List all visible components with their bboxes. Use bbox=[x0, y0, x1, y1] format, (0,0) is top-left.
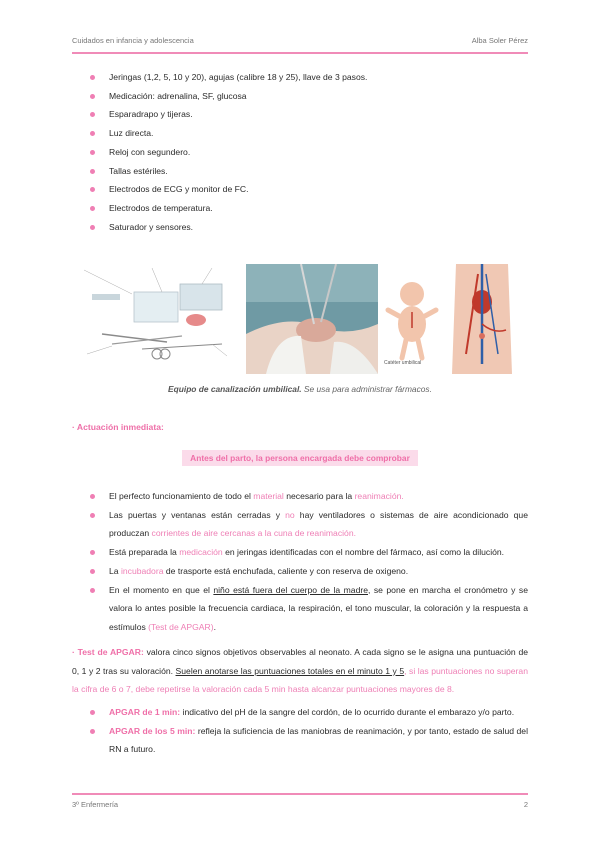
list-item: Tallas estériles. bbox=[72, 162, 528, 181]
apgar-list-section bbox=[72, 703, 528, 759]
vascular-anatomy-image bbox=[446, 264, 518, 374]
equipment-diagram-image bbox=[72, 264, 242, 374]
footer-rule bbox=[72, 793, 528, 795]
list-item: Jeringas (1,2, 5, 10 y 20), agujas (calibre 18 y 25), llave de 3 pasos. bbox=[72, 68, 528, 87]
apgar-title: · Test de APGAR: bbox=[72, 647, 144, 657]
list-item: Electrodos de temperatura. bbox=[72, 199, 528, 218]
header-course-title: Cuidados en infancia y adolescencia bbox=[72, 36, 194, 45]
list-item: El perfecto funcionamiento de todo el material necesario para la reanimación. bbox=[72, 487, 528, 506]
caption-bold: Equipo de canalización umbilical. bbox=[168, 384, 302, 394]
newborn-illustration bbox=[382, 264, 442, 374]
apgar-paragraph: · Test de APGAR: valora cinco signos objetivos observables al neonato. A cada signo se le asigna una puntuación de 0, 1 y 2 tras su valoración. Suelen anotarse las puntuaciones totales en el minuto 1 y 5, si las puntuaciones no superan la cifra de 6 o 7, debe repetirse la valoración cada 5 min hasta alcanzar puntuaciones mayores de 8. bbox=[72, 647, 528, 695]
list-item: Esparadrapo y tijeras. bbox=[72, 105, 528, 124]
surgery-photo bbox=[246, 264, 378, 374]
section-title-actuacion: · Actuación inmediata: bbox=[72, 422, 164, 432]
page-number: 2 bbox=[523, 800, 528, 809]
actuacion-list bbox=[72, 487, 528, 637]
header-rule bbox=[72, 52, 528, 54]
list-item: Medicación: adrenalina, SF, glucosa bbox=[72, 87, 528, 106]
figure-row bbox=[72, 264, 528, 374]
catheter-annotation: Catéter umbilical bbox=[384, 360, 422, 366]
list-item: Reloj con segundero. bbox=[72, 143, 528, 162]
actuacion-list-section bbox=[72, 487, 528, 637]
list-item: Luz directa. bbox=[72, 124, 528, 143]
list-item: Las puertas y ventanas están cerradas y no hay ventiladores o sistemas de aire acondicionado que produczan corrientes de aire cercanas a la cuna de reanimación. bbox=[72, 506, 528, 543]
list-item: En el momento en que el niño está fuera del cuerpo de la madre, se pone en marcha el cronómetro y se valora lo antes posible la frecuencia cardiaca, la respiración, el tono muscular, la coloración y la respuesta a estímulos (Test de APGAR). bbox=[72, 581, 528, 637]
figure-caption bbox=[72, 384, 528, 394]
highlight-banner: Antes del parto, la persona encargada debe comprobar bbox=[182, 450, 418, 466]
list-item: Saturador y sensores. bbox=[72, 218, 528, 237]
list-item: APGAR de 1 min: indicativo del pH de la sangre del cordón, de lo ocurrido durante el embarazo y/o parto. bbox=[72, 703, 528, 722]
materials-list bbox=[72, 68, 528, 236]
materials-section bbox=[72, 68, 528, 236]
list-item: APGAR de los 5 min: refleja la suficiencia de las maniobras de reanimación, y por tanto, estado de salud del RN a futuro. bbox=[72, 722, 528, 759]
list-item: Está preparada la medicación en jeringas identificadas con el nombre del fármaco, así como la dilución. bbox=[72, 543, 528, 562]
list-item: La incubadora de trasporte está enchufada, caliente y con reserva de oxigeno. bbox=[72, 562, 528, 581]
footer-course: 3º Enfermería bbox=[72, 800, 119, 809]
apgar-list bbox=[72, 703, 528, 759]
caption-text: Se usa para administrar fármacos. bbox=[301, 384, 432, 394]
header-author: Alba Soler Pérez bbox=[471, 36, 528, 45]
list-item: Electrodos de ECG y monitor de FC. bbox=[72, 180, 528, 199]
